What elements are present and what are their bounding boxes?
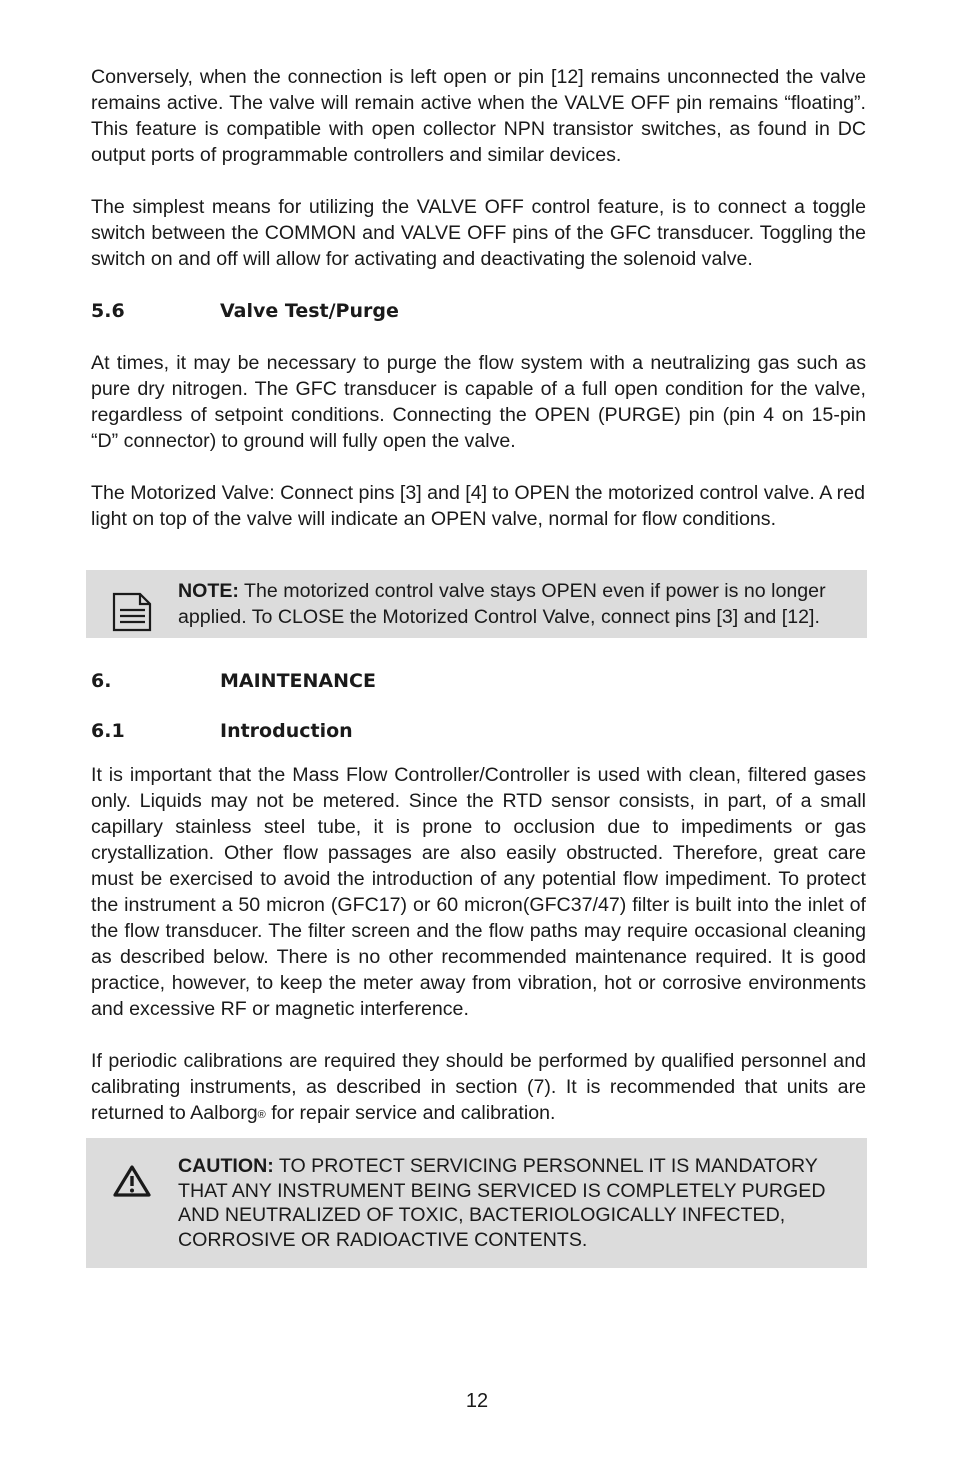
caution-text xyxy=(178,1154,867,1252)
paragraph-purge: At times, it may be necessary to purge the flow system with a neutralizing gas such as pure dry nitrogen. The GFC transducer is capable of a full open condition for the valve, regardless of setpoint conditions. Connecting the OPEN (PURGE) pin (pin 4 on 15-pin “D” connector) to ground will fully open the valve. xyxy=(91,352,866,452)
caution-body: TO PROTECT SERVICING PERSONNEL IT IS MANDATORY THAT ANY INSTRUMENT BEING SERVICED IS COMPLETELY PURGED AND NEUTRALIZED OF TOXIC, BACTERIOLOGICALLY INFECTED, CORROSIVE OR RADIOACTIVE CONTENTS. xyxy=(178,1155,826,1251)
section-title: Introduction xyxy=(220,720,353,742)
caution-label: CAUTION: xyxy=(178,1155,274,1177)
paragraph-toggle-switch: The simplest means for utilizing the VALVE OFF control feature, is to connect a toggle switch between the COMMON and VALVE OFF pins of the GFC transducer. Toggling the switch on and off will allow for activating and deactivating the solenoid valve. xyxy=(91,196,866,270)
section-heading-6-1 xyxy=(91,718,866,744)
paragraph-valve-off-floating: Conversely, when the connection is left open or pin [12] remains unconnected the valve remains active. The valve will remain active when the VALVE OFF pin remains “floating”. This feature is compatible with open collector NPN transistor switches, as found in DC output ports of programmable controllers and similar devices. xyxy=(91,66,866,166)
note-body: The motorized control valve stays OPEN even if power is no longer applied. To CLOSE the Motorized Control Valve, connect pins [3] and [12]. xyxy=(178,580,826,628)
paragraph-calibration xyxy=(91,1048,866,1126)
warning-triangle-icon xyxy=(112,1164,152,1198)
section-title: MAINTENANCE xyxy=(220,670,376,692)
note-text xyxy=(178,578,867,632)
section-number: 6. xyxy=(91,670,112,692)
section-title: Valve Test/Purge xyxy=(220,300,399,322)
paragraph-motorized-valve: The Motorized Valve: Connect pins [3] and [4] to OPEN the motorized control valve. A red light on top of the valve will indicate an OPEN valve, normal for flow conditions. xyxy=(91,482,865,530)
calibration-text-end: for repair service and calibration. xyxy=(265,1102,556,1124)
note-box xyxy=(86,570,867,638)
note-label: NOTE: xyxy=(178,580,239,602)
note-document-icon xyxy=(112,592,152,632)
registered-mark: ® xyxy=(257,1109,266,1121)
paragraph-maintenance-intro: It is important that the Mass Flow Controller/Controller is used with clean, filtered gases only. Liquids may not be metered. Since the RTD sensor consists, in part, of a small capillary stainless steel tube, it is prone to occlusion due to impediments or gas crystallization. Other flow passages are also easily obstructed. Therefore, great care must be exercised to avoid the introduction of any potential flow impediment. To protect the instrument a 50 micron (GFC17) or 60 micron(GFC37/47) filter is built into the inlet of the flow transducer. The filter screen and the flow paths may require occasional cleaning as described below. There is no other recommended maintenance required. It is good practice, however, to keep the meter away from vibration, hot or corrosive environments and excessive RF or magnetic interference. xyxy=(91,764,866,1020)
section-heading-6 xyxy=(91,668,866,694)
page-number: 12 xyxy=(465,1390,489,1412)
document-page xyxy=(91,64,866,1268)
calibration-text-start: If periodic calibrations are required they should be performed by qualified personnel and calibrating instruments, as described in section (7). It is recommended that units are returned to Aalborg xyxy=(91,1050,866,1124)
section-number: 5.6 xyxy=(91,300,125,322)
section-heading-5-6 xyxy=(91,298,866,324)
caution-box xyxy=(86,1138,867,1268)
section-number: 6.1 xyxy=(91,720,125,742)
